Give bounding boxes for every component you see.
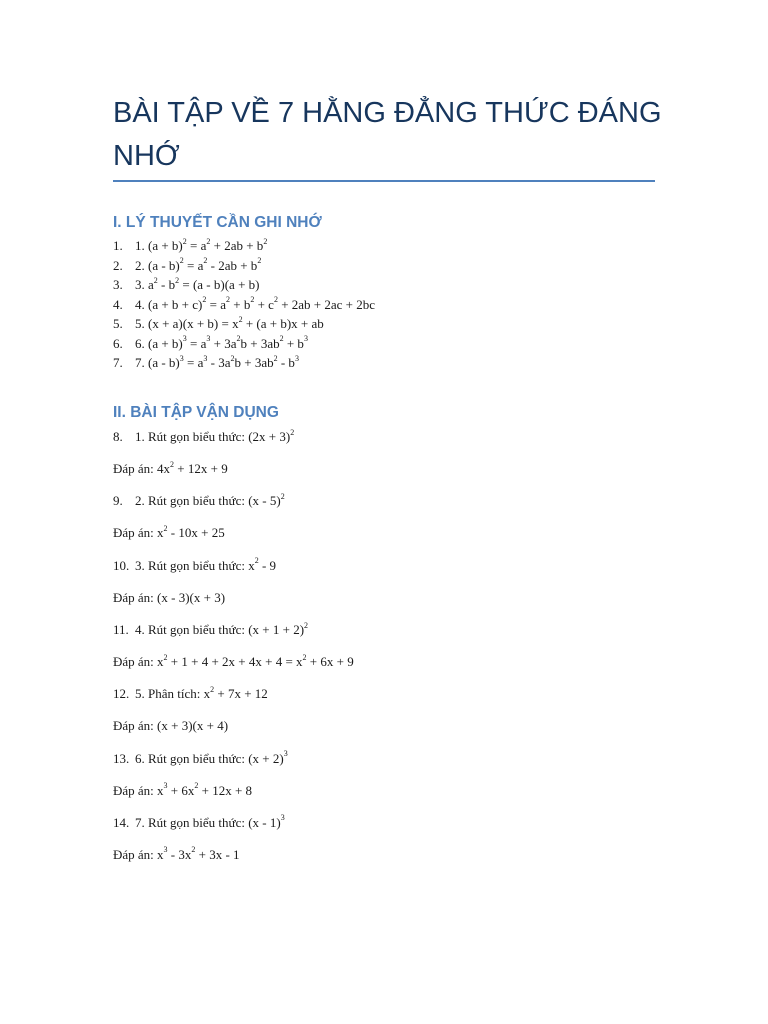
exercise-question bbox=[113, 429, 294, 445]
list-number: 8. bbox=[113, 429, 123, 444]
exercise-answer bbox=[113, 590, 225, 606]
exercise-question bbox=[113, 751, 288, 767]
section-heading-theory: I. LÝ THUYẾT CẦN GHI NHỚ bbox=[113, 214, 322, 231]
exercise-answer-text: Đáp án: $x^2 + 1 + 4 + 2x + 4x + 4 = x^2 + 6x + 9$ bbox=[113, 652, 354, 669]
exercise-question-text: 1. Rút gọn biểu thức: $(2x + 3)^2$ bbox=[135, 427, 295, 444]
list-number: 1. bbox=[113, 238, 123, 253]
exercise-answer-text: Đáp án: $x^3 + 6x^2 + 12x + 8$ bbox=[113, 781, 253, 798]
exercise-question-text: 2. Rút gọn biểu thức: (x - 5)$^2$ bbox=[135, 491, 285, 509]
exercise-answer-text: Đáp án: $x^3 - 3x^2 + 3x - 1$ bbox=[113, 845, 240, 862]
exercise-answer bbox=[113, 461, 228, 477]
exercise-question bbox=[113, 493, 285, 509]
exercise-answer bbox=[113, 654, 354, 670]
exercise-answer-text: Đáp án: $4x^2 + 12x + 9$ bbox=[113, 459, 228, 476]
exercise-answer bbox=[113, 783, 252, 799]
list-number: 3. bbox=[113, 277, 123, 292]
exercise-answer-text: Đáp án: $x^2 - 10x + 25$ bbox=[113, 523, 225, 541]
list-number: 13. bbox=[113, 750, 130, 766]
section-heading-exercises: II. BÀI TẬP VẬN DỤNG bbox=[113, 404, 279, 421]
exercise-question-text: 5. Phân tích: $x^2 + 7x + 12$ bbox=[135, 684, 268, 702]
theory-item bbox=[113, 316, 324, 332]
theory-item-text: 7. $(a - b)^3 = a^3 - 3a^2b + 3ab^2 - b^3$ bbox=[135, 353, 299, 370]
document-title: BÀI TẬP VỀ 7 HẰNG ĐẲNG THỨC ĐÁNG NHỚ bbox=[113, 97, 662, 172]
theory-item-text: 3. $a^2 - b^2 = (a - b)(a + b)$ bbox=[135, 275, 260, 292]
theory-item bbox=[113, 336, 308, 352]
list-number: 6. bbox=[113, 335, 123, 351]
list-number: 7. bbox=[113, 355, 123, 370]
exercise-question bbox=[113, 815, 285, 831]
list-number: 4. bbox=[113, 296, 123, 312]
title-underline bbox=[113, 180, 655, 182]
theory-item bbox=[113, 297, 375, 313]
list-number: 12. bbox=[113, 686, 130, 702]
exercise-question-text: 6. Rút gọn biểu thức: $(x + 2)^3$ bbox=[135, 749, 288, 766]
theory-item-text: 1. $(a + b)^2 = a^2 + 2ab + b^2$ bbox=[135, 236, 268, 253]
list-number: 14. bbox=[113, 814, 130, 830]
list-number: 9. bbox=[113, 493, 123, 509]
theory-item bbox=[113, 277, 259, 293]
theory-item bbox=[113, 238, 267, 254]
theory-item-text: 2. $(a - b)^2 = a^2 - 2ab + b^2$ bbox=[135, 256, 262, 273]
exercise-question bbox=[113, 686, 268, 702]
exercise-question-text: 3. Rút gọn biểu thức: $x^2 - 9$ bbox=[135, 556, 277, 573]
theory-item-text: 5. $(x + a)(x + b) = x^2 + (a + b)x$ + ab bbox=[135, 314, 324, 331]
theory-item-text: 6. $(a + b)^3 = a^3 + 3a^2b + 3ab^2 + b^3$ bbox=[135, 334, 308, 351]
exercise-question-text: 4. Rút gọn biểu thức: $(x + 1 + 2)^2$ bbox=[135, 620, 309, 637]
list-number: 2. bbox=[113, 257, 123, 273]
list-number: 10. bbox=[113, 557, 130, 573]
theory-item bbox=[113, 258, 261, 274]
exercise-answer-text: Đáp án: (x + 3)(x + 4) bbox=[113, 718, 229, 734]
exercise-question bbox=[113, 622, 308, 638]
list-number: 5. bbox=[113, 316, 123, 331]
exercise-answer bbox=[113, 525, 225, 541]
exercise-answer bbox=[113, 718, 228, 734]
theory-item-text: 4. $(a + b + c)^2 = a^2 + b^2 + c^2 + 2ab + 2ac + 2bc$ bbox=[135, 295, 376, 312]
exercise-answer-text: Đáp án: (x - 3)(x + 3) bbox=[113, 589, 226, 605]
list-number: 11. bbox=[113, 621, 129, 637]
exercise-question-text: 7. Rút gọn biểu thức: (x - 1)$^3$ bbox=[135, 813, 285, 830]
theory-item bbox=[113, 355, 299, 371]
exercise-question bbox=[113, 558, 276, 574]
exercise-answer bbox=[113, 847, 240, 863]
